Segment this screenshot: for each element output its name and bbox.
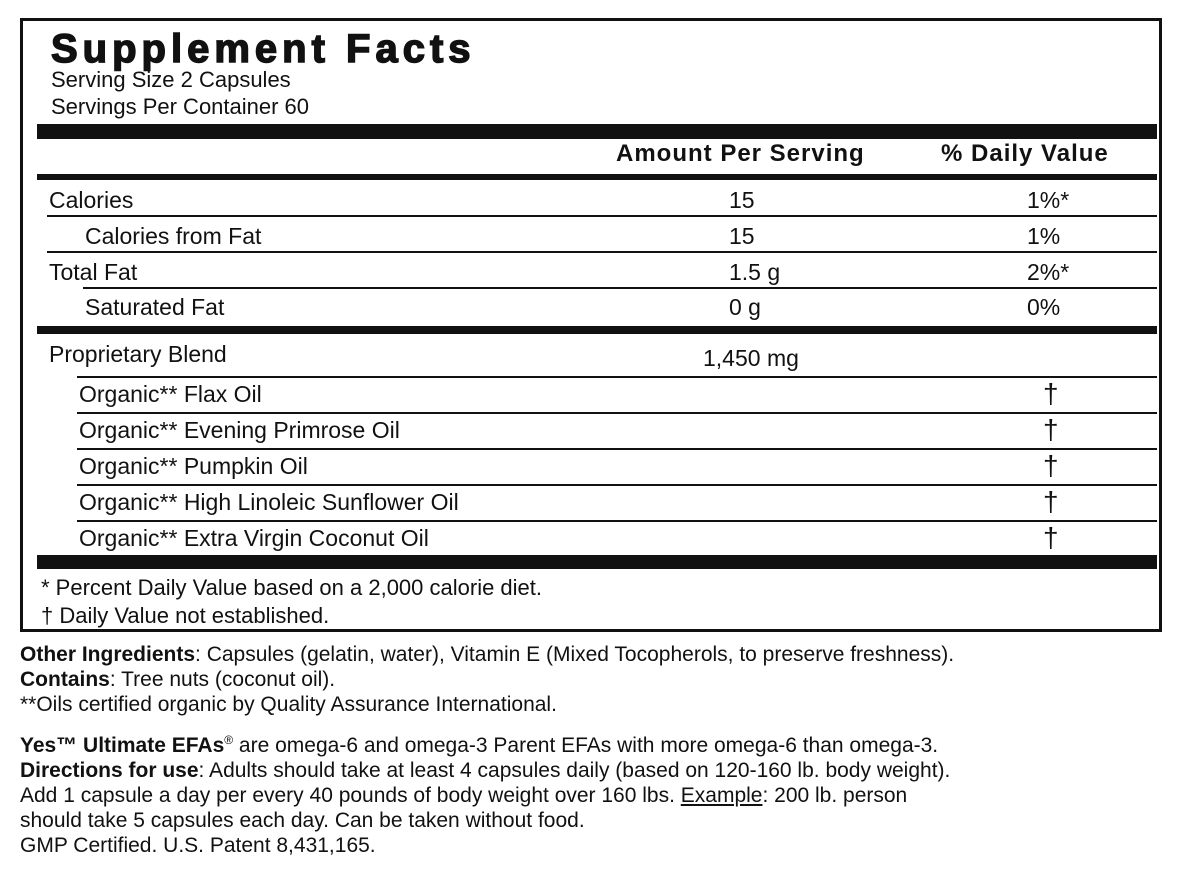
blend-ingredient-row xyxy=(23,449,1159,485)
brand-name: Yes™ Ultimate EFAs xyxy=(20,734,225,757)
serving-size: Serving Size 2 Capsules xyxy=(51,67,291,92)
contains-text: : Tree nuts (coconut oil). xyxy=(109,668,336,691)
servings-per-container: Servings Per Container 60 xyxy=(51,94,310,119)
gmp-patent: GMP Certified. U.S. Patent 8,431,165. xyxy=(20,834,376,857)
nutrient-dv: 1%* xyxy=(1027,187,1070,213)
other-ingredients-text: : Capsules (gelatin, water), Vitamin E (Mixed Tocopherols, to preserve freshness). xyxy=(195,643,955,666)
contains xyxy=(20,667,335,692)
contains-label: Contains xyxy=(20,668,110,691)
ingredient-dv: † xyxy=(1043,522,1059,553)
panel-title: Supplement Facts xyxy=(51,27,476,71)
blend-ingredient-row xyxy=(23,485,1159,521)
nutrient-amount: 15 xyxy=(729,187,755,213)
blend-label: Proprietary Blend xyxy=(49,341,227,367)
brand-statement xyxy=(20,733,938,758)
ingredient-label: Organic** Pumpkin Oil xyxy=(79,453,308,479)
organic-note: **Oils certified organic by Quality Assurance International. xyxy=(20,693,557,716)
row-divider xyxy=(47,251,1157,253)
row-divider xyxy=(47,215,1157,217)
directions-line-3: should take 5 capsules each day. Can be taken without food. xyxy=(20,809,585,832)
ingredient-label: Organic** Evening Primrose Oil xyxy=(79,417,400,443)
directions-line-2-a: Add 1 capsule a day per every 40 pounds of body weight over 160 lbs. xyxy=(20,784,681,807)
blend-ingredient-row xyxy=(23,377,1159,413)
nutrient-amount: 0 g xyxy=(729,294,761,320)
directions xyxy=(20,758,950,783)
ingredient-label: Organic** Extra Virgin Coconut Oil xyxy=(79,525,429,551)
nutrient-dv: 0% xyxy=(1027,294,1061,320)
ingredient-dv: † xyxy=(1043,378,1059,409)
nutrient-row xyxy=(23,255,1159,291)
blend-amount: 1,450 mg xyxy=(703,345,799,371)
nutrient-label: Calories from Fat xyxy=(85,223,262,249)
thick-divider xyxy=(37,555,1157,569)
column-header-dv: % Daily Value xyxy=(941,140,1109,167)
ingredient-dv: † xyxy=(1043,486,1059,517)
other-ingredients-label: Other Ingredients xyxy=(20,643,196,666)
nutrient-row xyxy=(23,183,1159,219)
nutrient-amount: 1.5 g xyxy=(729,259,781,285)
footnote-daily-value: * Percent Daily Value based on a 2,000 calorie diet. xyxy=(41,575,543,600)
ingredient-label: Organic** Flax Oil xyxy=(79,381,262,407)
ingredient-label: Organic** High Linoleic Sunflower Oil xyxy=(79,489,459,515)
nutrient-row xyxy=(23,290,1159,326)
example-label: Example xyxy=(680,784,763,807)
nutrient-amount: 15 xyxy=(729,223,755,249)
other-ingredients xyxy=(20,642,954,667)
footnote-not-established: † Daily Value not established. xyxy=(41,603,330,628)
supplement-facts-panel xyxy=(20,18,1162,632)
row-divider xyxy=(83,287,1157,289)
nutrient-dv: 1% xyxy=(1027,223,1061,249)
nutrient-dv: 2%* xyxy=(1027,259,1070,285)
ingredient-dv: † xyxy=(1043,450,1059,481)
directions-line-2-b: : 200 lb. person xyxy=(762,784,908,807)
thick-divider xyxy=(37,124,1157,139)
directions-label: Directions for use xyxy=(20,759,199,782)
directions-line-2 xyxy=(20,783,907,808)
medium-divider xyxy=(37,326,1157,334)
directions-text: : Adults should take at least 4 capsules daily (based on 120-160 lb. body weight). xyxy=(198,759,951,782)
medium-divider xyxy=(37,174,1157,180)
blend-ingredient-row xyxy=(23,413,1159,449)
ingredient-dv: † xyxy=(1043,414,1059,445)
nutrient-label: Saturated Fat xyxy=(85,294,225,320)
blend-ingredient-row xyxy=(23,521,1159,557)
nutrient-label: Total Fat xyxy=(49,259,138,285)
brand-text: are omega-6 and omega-3 Parent EFAs with more omega-6 than omega-3. xyxy=(233,734,939,757)
registered-mark: ® xyxy=(224,733,234,747)
blend-row xyxy=(23,337,1159,373)
column-header-amount: Amount Per Serving xyxy=(616,140,865,167)
nutrient-label: Calories xyxy=(49,187,134,213)
nutrient-row xyxy=(23,219,1159,255)
